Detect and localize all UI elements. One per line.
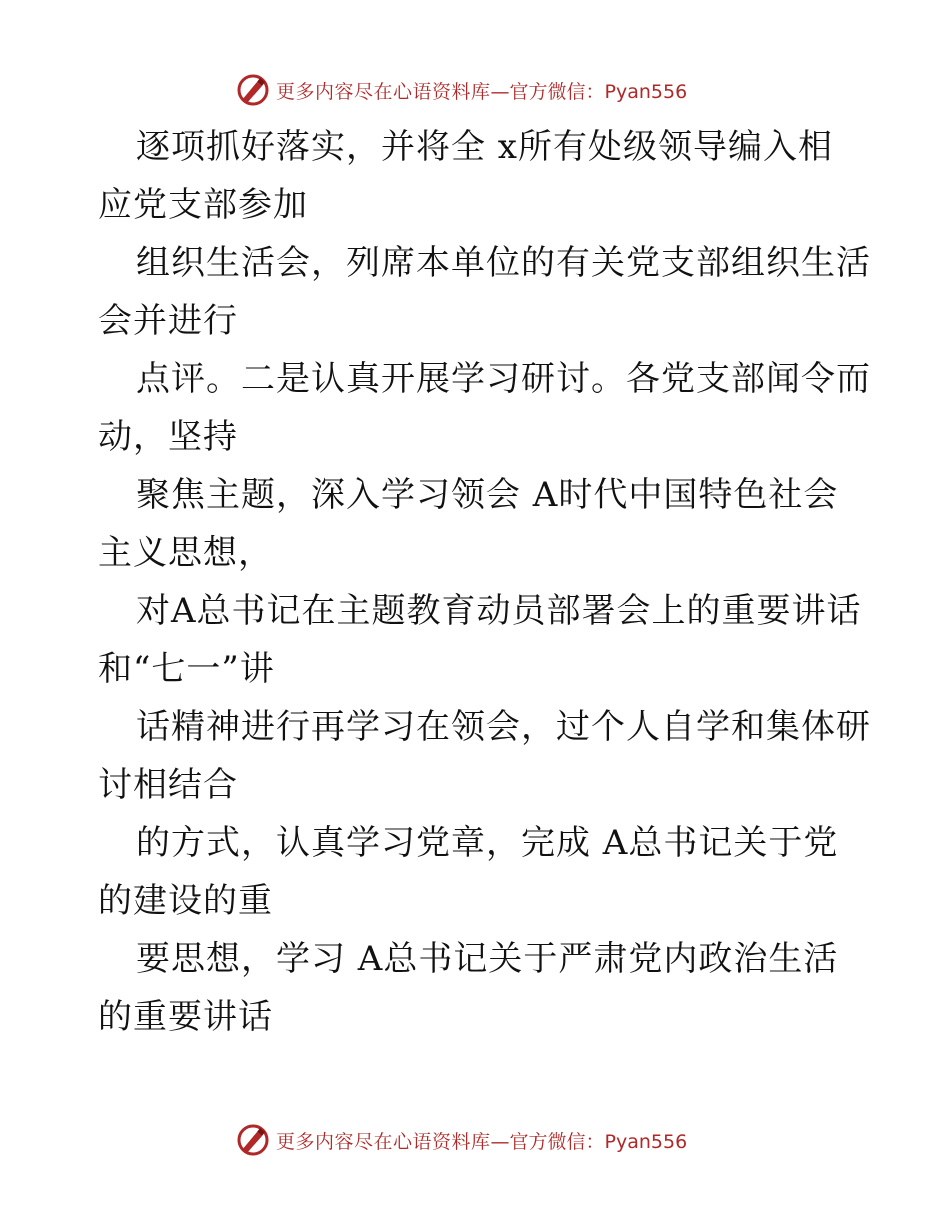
banner-main-text: 更多内容尽在心语资料库 (276, 1130, 491, 1153)
text-line: 和“七一”讲 (98, 649, 275, 689)
banner-wechat-text: —官方微信：Pyan556 (490, 1130, 688, 1153)
text-line: 逐项抓好落实，并将全 x所有处级领导编入相 (136, 127, 833, 167)
banner-wechat-text: —官方微信：Pyan556 (490, 80, 688, 103)
text-line: 组织生活会，列席本单位的有关党支部组织生活 (136, 243, 871, 283)
pen-logo-icon (236, 73, 270, 107)
footer-banner (236, 1122, 687, 1158)
header-banner (236, 72, 687, 108)
text-line: 的建设的重 (98, 881, 273, 921)
pen-logo-icon (236, 1123, 270, 1157)
text-line: 对A总书记在主题教育动员部署会上的重要讲话 (136, 591, 862, 631)
text-line: 应党支部参加 (98, 185, 308, 225)
text-line: 话精神进行再学习在领会，过个人自学和集体研 (136, 707, 871, 747)
text-line: 点评。二是认真开展学习研讨。各党支部闻令而 (136, 359, 871, 399)
text-line: 讨相结合 (98, 765, 238, 805)
text-line: 要思想，学习 A总书记关于严肃党内政治生活 (136, 939, 839, 979)
text-line: 聚焦主题，深入学习领会 A时代中国特色社会 (136, 475, 839, 515)
text-line: 主义思想， (98, 533, 273, 573)
text-line: 动，坚持 (98, 417, 238, 457)
text-line: 的方式，认真学习党章，完成 A总书记关于党 (136, 823, 839, 863)
text-line: 会并进行 (98, 301, 238, 341)
text-line: 的重要讲话 (98, 997, 273, 1037)
banner-main-text: 更多内容尽在心语资料库 (276, 80, 491, 103)
